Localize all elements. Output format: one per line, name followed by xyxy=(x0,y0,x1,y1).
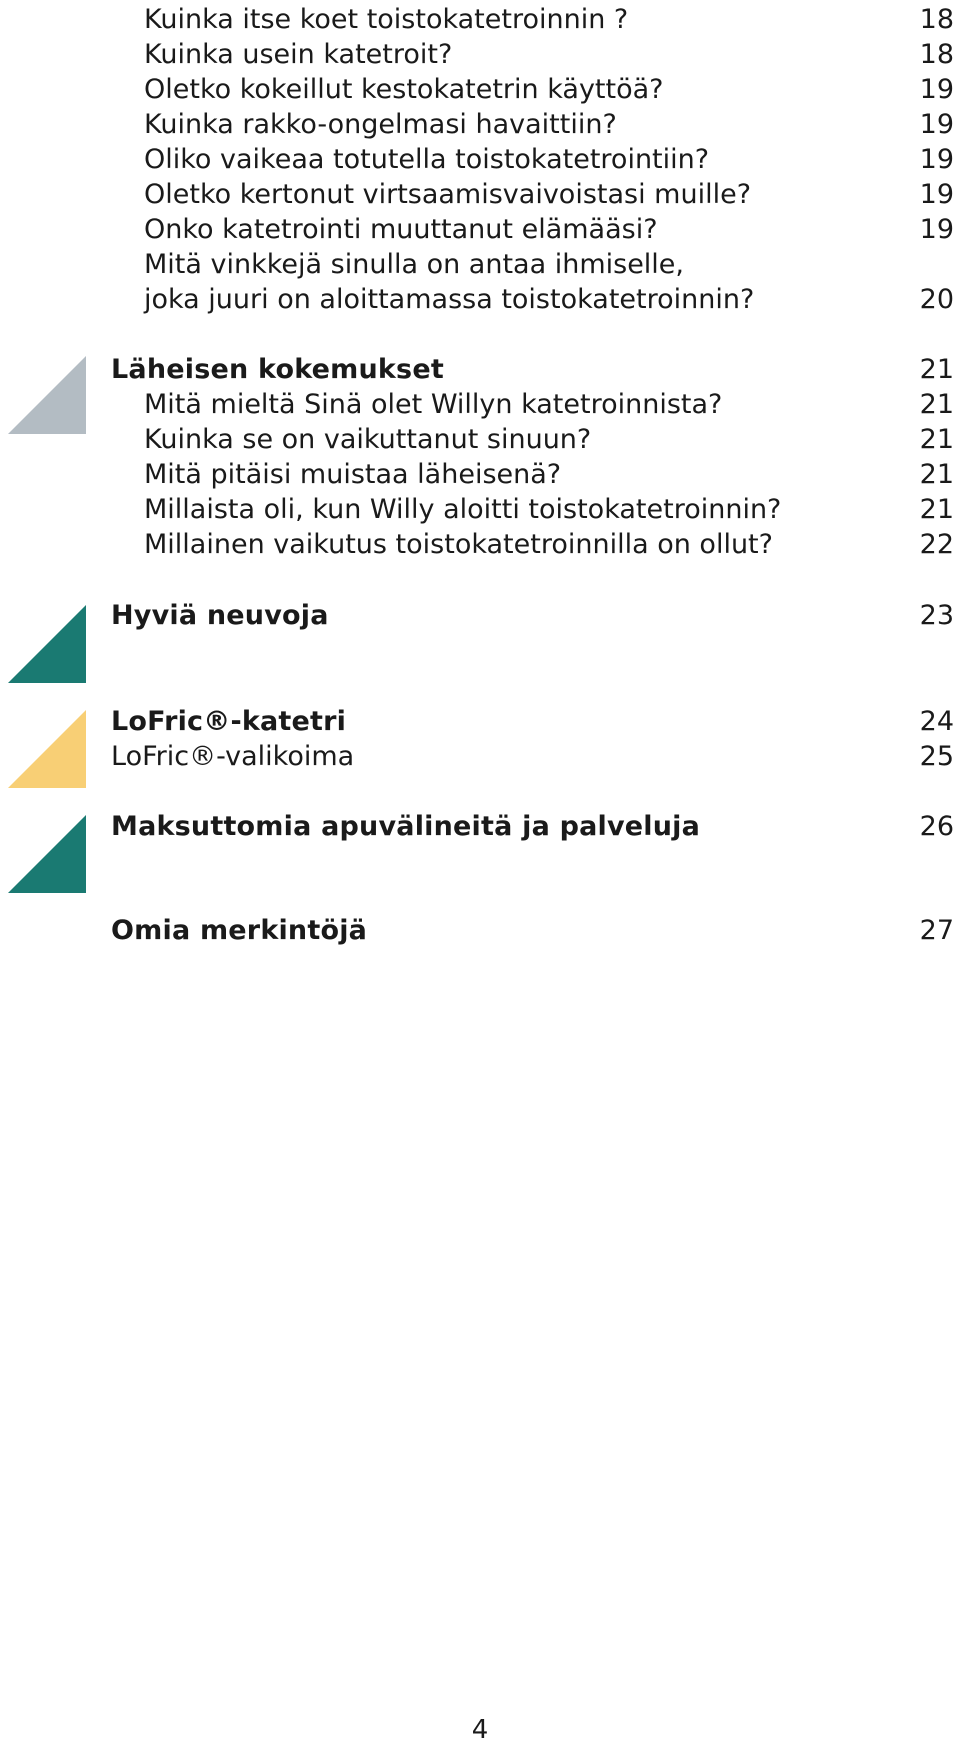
toc-section-heading xyxy=(0,913,960,949)
toc-entry-title: Oletko kokeillut kestokatetrin käyttöä? xyxy=(144,74,664,105)
toc-section-title: Maksuttomia apuvälineitä ja palveluja xyxy=(111,811,701,842)
toc-entry-title: Oliko vaikeaa totutella toistokatetrointiin? xyxy=(144,144,710,175)
toc-section-heading xyxy=(0,704,960,740)
toc-entry xyxy=(0,492,960,528)
toc-section-heading xyxy=(0,598,960,634)
toc-entry-page: 20 xyxy=(919,284,954,315)
toc-section-title: Omia merkintöjä xyxy=(111,915,368,946)
toc-entry-page: 21 xyxy=(919,424,954,455)
toc-entry xyxy=(0,422,960,458)
toc-entry-page: 18 xyxy=(919,39,954,70)
toc-entry-page: 19 xyxy=(919,109,954,140)
toc-entry xyxy=(0,2,960,38)
toc-entry-title: Mitä mieltä Sinä olet Willyn katetroinnista? xyxy=(144,389,723,420)
toc-entry-title: Mitä vinkkejä sinulla on antaa ihmiselle, xyxy=(144,249,684,280)
toc-entry xyxy=(0,72,960,108)
toc-section-heading xyxy=(0,809,960,845)
toc-section-page: 24 xyxy=(919,706,954,737)
toc-entry-page: 21 xyxy=(919,459,954,490)
toc-entry-title: Millaista oli, kun Willy aloitti toistokatetroinnin? xyxy=(144,494,782,525)
toc-entry-title: joka juuri on aloittamassa toistokatetroinnin? xyxy=(144,284,755,315)
page-number: 4 xyxy=(471,1715,489,1745)
toc-entry xyxy=(0,527,960,563)
toc-entry xyxy=(0,739,960,775)
toc-entry-title: LoFric®-valikoima xyxy=(111,741,355,772)
toc-entry xyxy=(0,107,960,143)
toc-entry-page: 25 xyxy=(919,741,954,772)
toc-entry xyxy=(0,37,960,73)
toc-entry xyxy=(0,212,960,248)
toc-section-page: 21 xyxy=(919,354,954,385)
toc-entry-page: 19 xyxy=(919,214,954,245)
toc-entry-page: 21 xyxy=(919,494,954,525)
toc-entry xyxy=(0,387,960,423)
toc-section-page: 23 xyxy=(919,600,954,631)
toc-entry xyxy=(0,142,960,178)
toc-section-title: Läheisen kokemukset xyxy=(111,354,444,385)
toc-entry-title: Onko katetrointi muuttanut elämääsi? xyxy=(144,214,658,245)
toc-section-heading xyxy=(0,352,960,388)
toc-entry-page: 19 xyxy=(919,74,954,105)
toc-entry-page: 19 xyxy=(919,179,954,210)
toc-entry-page: 22 xyxy=(919,529,954,560)
toc-entry-page: 21 xyxy=(919,389,954,420)
toc-section-page: 27 xyxy=(919,915,954,946)
toc-section-title: Hyviä neuvoja xyxy=(111,600,329,631)
toc-entry xyxy=(0,457,960,493)
toc-section-title: LoFric®-katetri xyxy=(111,706,347,737)
toc-entry xyxy=(0,282,960,318)
toc-section-page: 26 xyxy=(919,811,954,842)
toc-entry-title: Mitä pitäisi muistaa läheisenä? xyxy=(144,459,562,490)
toc-entry xyxy=(0,247,960,283)
toc-entry xyxy=(0,177,960,213)
toc-entry-title: Kuinka usein katetroit? xyxy=(144,39,453,70)
toc-entry-title: Millainen vaikutus toistokatetroinnilla on ollut? xyxy=(144,529,773,560)
toc-entry-title: Kuinka rakko-ongelmasi havaittiin? xyxy=(144,109,617,140)
toc-entry-title: Oletko kertonut virtsaamisvaivoistasi muille? xyxy=(144,179,752,210)
toc-entry-title: Kuinka itse koet toistokatetroinnin ? xyxy=(144,4,629,35)
toc-entry-page: 19 xyxy=(919,144,954,175)
toc-entry-title: Kuinka se on vaikuttanut sinuun? xyxy=(144,424,592,455)
toc-entry-page: 18 xyxy=(919,4,954,35)
